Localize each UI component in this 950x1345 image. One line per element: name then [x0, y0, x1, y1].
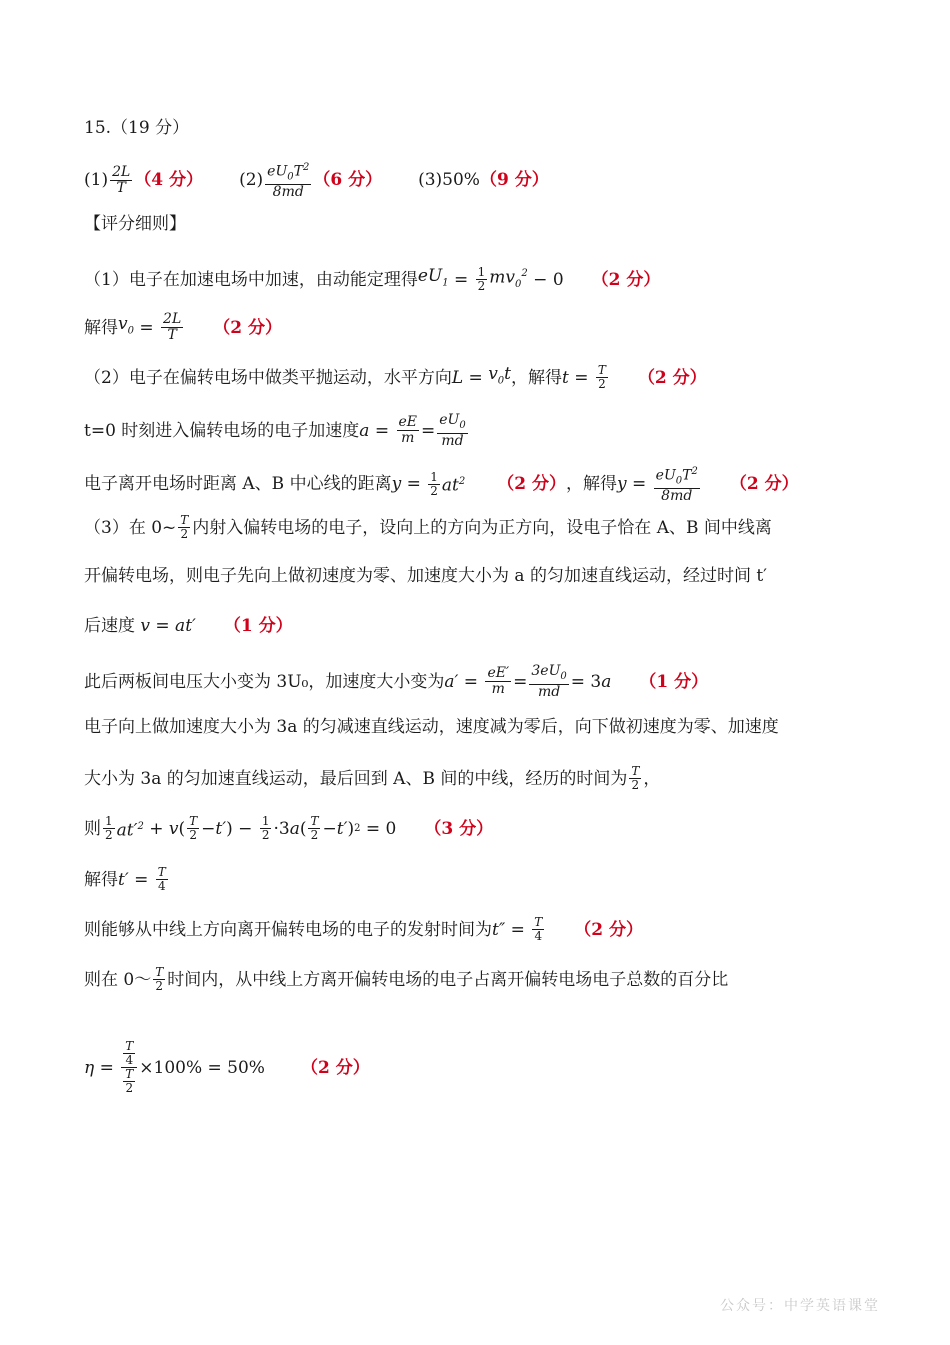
problem-heading: 15.（19 分） — [84, 118, 190, 138]
score-badge: （2 分） — [729, 474, 799, 495]
score-badge: （3 分） — [424, 818, 494, 839]
rubric-line-2: 解得 $v_0$ = $\frac{2L}{T}$ （2 分） — [84, 311, 283, 344]
score-badge: （2 分） — [497, 474, 566, 495]
score-badge: （6 分） — [313, 170, 383, 191]
rubric-line-6: （3）在 0~ $\frac{T}{2}$ 内射入偏转电场的电子，设向上的方向为正方向，设电子恰在 A、B 间中线离 — [84, 513, 772, 541]
rubric-line-9: 此后两板间电压大小变为 3U₀，加速度大小变为 a′ = $\frac{eE'}{m}$ = $\frac{3eU_0}{md}$ = 3 a （1 分） — [84, 663, 709, 700]
rubric-line-12: 则 $\frac{1}{2}$ $at'^2$ + v ( $\frac{T}{2}$ − t′ ) − $\frac{1}{2}$ ·3 a ( $\frac{T}{2}$ − t′ ) 2 = 0 （3 分） — [84, 814, 494, 843]
score-badge: （2 分） — [574, 919, 644, 940]
score-badge: （2 分） — [300, 1057, 370, 1078]
score-badge: （1 分） — [223, 616, 293, 636]
score-badge: （4 分） — [134, 170, 204, 191]
rubric-line-3: （2）电子在偏转电场中做类平抛运动，水平方向 L = $v_0t$ ，解得 t = $\frac{T}{2}$ （2 分） — [84, 363, 707, 392]
rubric-line-8: 后速度 v = at′ （1 分） — [84, 616, 293, 636]
rubric-line-14: 则能够从中线上方向离开偏转电场的电子的发射时间为 t″ = $\frac{T}{4}$ （2 分） — [84, 915, 644, 943]
score-badge: （2 分） — [213, 317, 283, 338]
rubric-line-10: 电子向上做加速度大小为 3a 的匀减速直线运动，速度减为零后，向下做初速度为零、加速度 — [84, 717, 779, 737]
rubric-line-4: t=0 时刻进入偏转电场的电子加速度 a = $\frac{eE}{m}$ = $\frac{eU_0}{md}$ — [84, 412, 466, 449]
rubric-line-1: （1）电子在加速电场中加速，由动能定理得 $eU_1$ = $\frac{1}{2}$ $mv_0^2$ − 0 （2 分） — [84, 265, 661, 294]
answer-summary: (1) $\frac{2L}{T}$ （4 分） (2) $\frac{eU_0T^2}{8md}$ （6 分） (3)50% （9 分） — [84, 162, 549, 201]
score-badge: （9 分） — [479, 170, 549, 191]
rubric-line-11: 大小为 3a 的匀加速直线运动，最后回到 A、B 间的中线，经历的时间为 $\frac{T}{2}$ ， — [84, 764, 661, 792]
rubric-line-7: 开偏转电场，则电子先向上做初速度为零、加速度大小为 a 的匀加速直线运动，经过时间 t′ — [84, 566, 768, 586]
score-badge: （2 分） — [637, 367, 707, 388]
score-badge: （1 分） — [639, 671, 709, 692]
rubric-line-13: 解得 t′ = $\frac{T}{4}$ — [84, 865, 166, 893]
rubric-title: 【评分细则】 — [84, 214, 186, 234]
rubric-line-16: η = $\frac{\frac{T}{4}}{\frac{T}{2}}$ ×100% = 50% （2 分） — [84, 1039, 370, 1095]
score-badge: （2 分） — [591, 269, 661, 290]
watermark: 公众号：中学英语课堂 — [720, 1298, 880, 1314]
rubric-line-15: 则在 0～ $\frac{T}{2}$ 时间内，从中线上方离开偏转电场的电子占离开偏转电场电子总数的百分比 — [84, 965, 729, 993]
rubric-line-5: 电子离开电场时距离 A、B 中心线的距离 y = $\frac{1}{2}$ $at^2$ （2 分） ，解得 y = $\frac{eU_0T^2}{8md}$ （2 分） — [84, 466, 799, 505]
